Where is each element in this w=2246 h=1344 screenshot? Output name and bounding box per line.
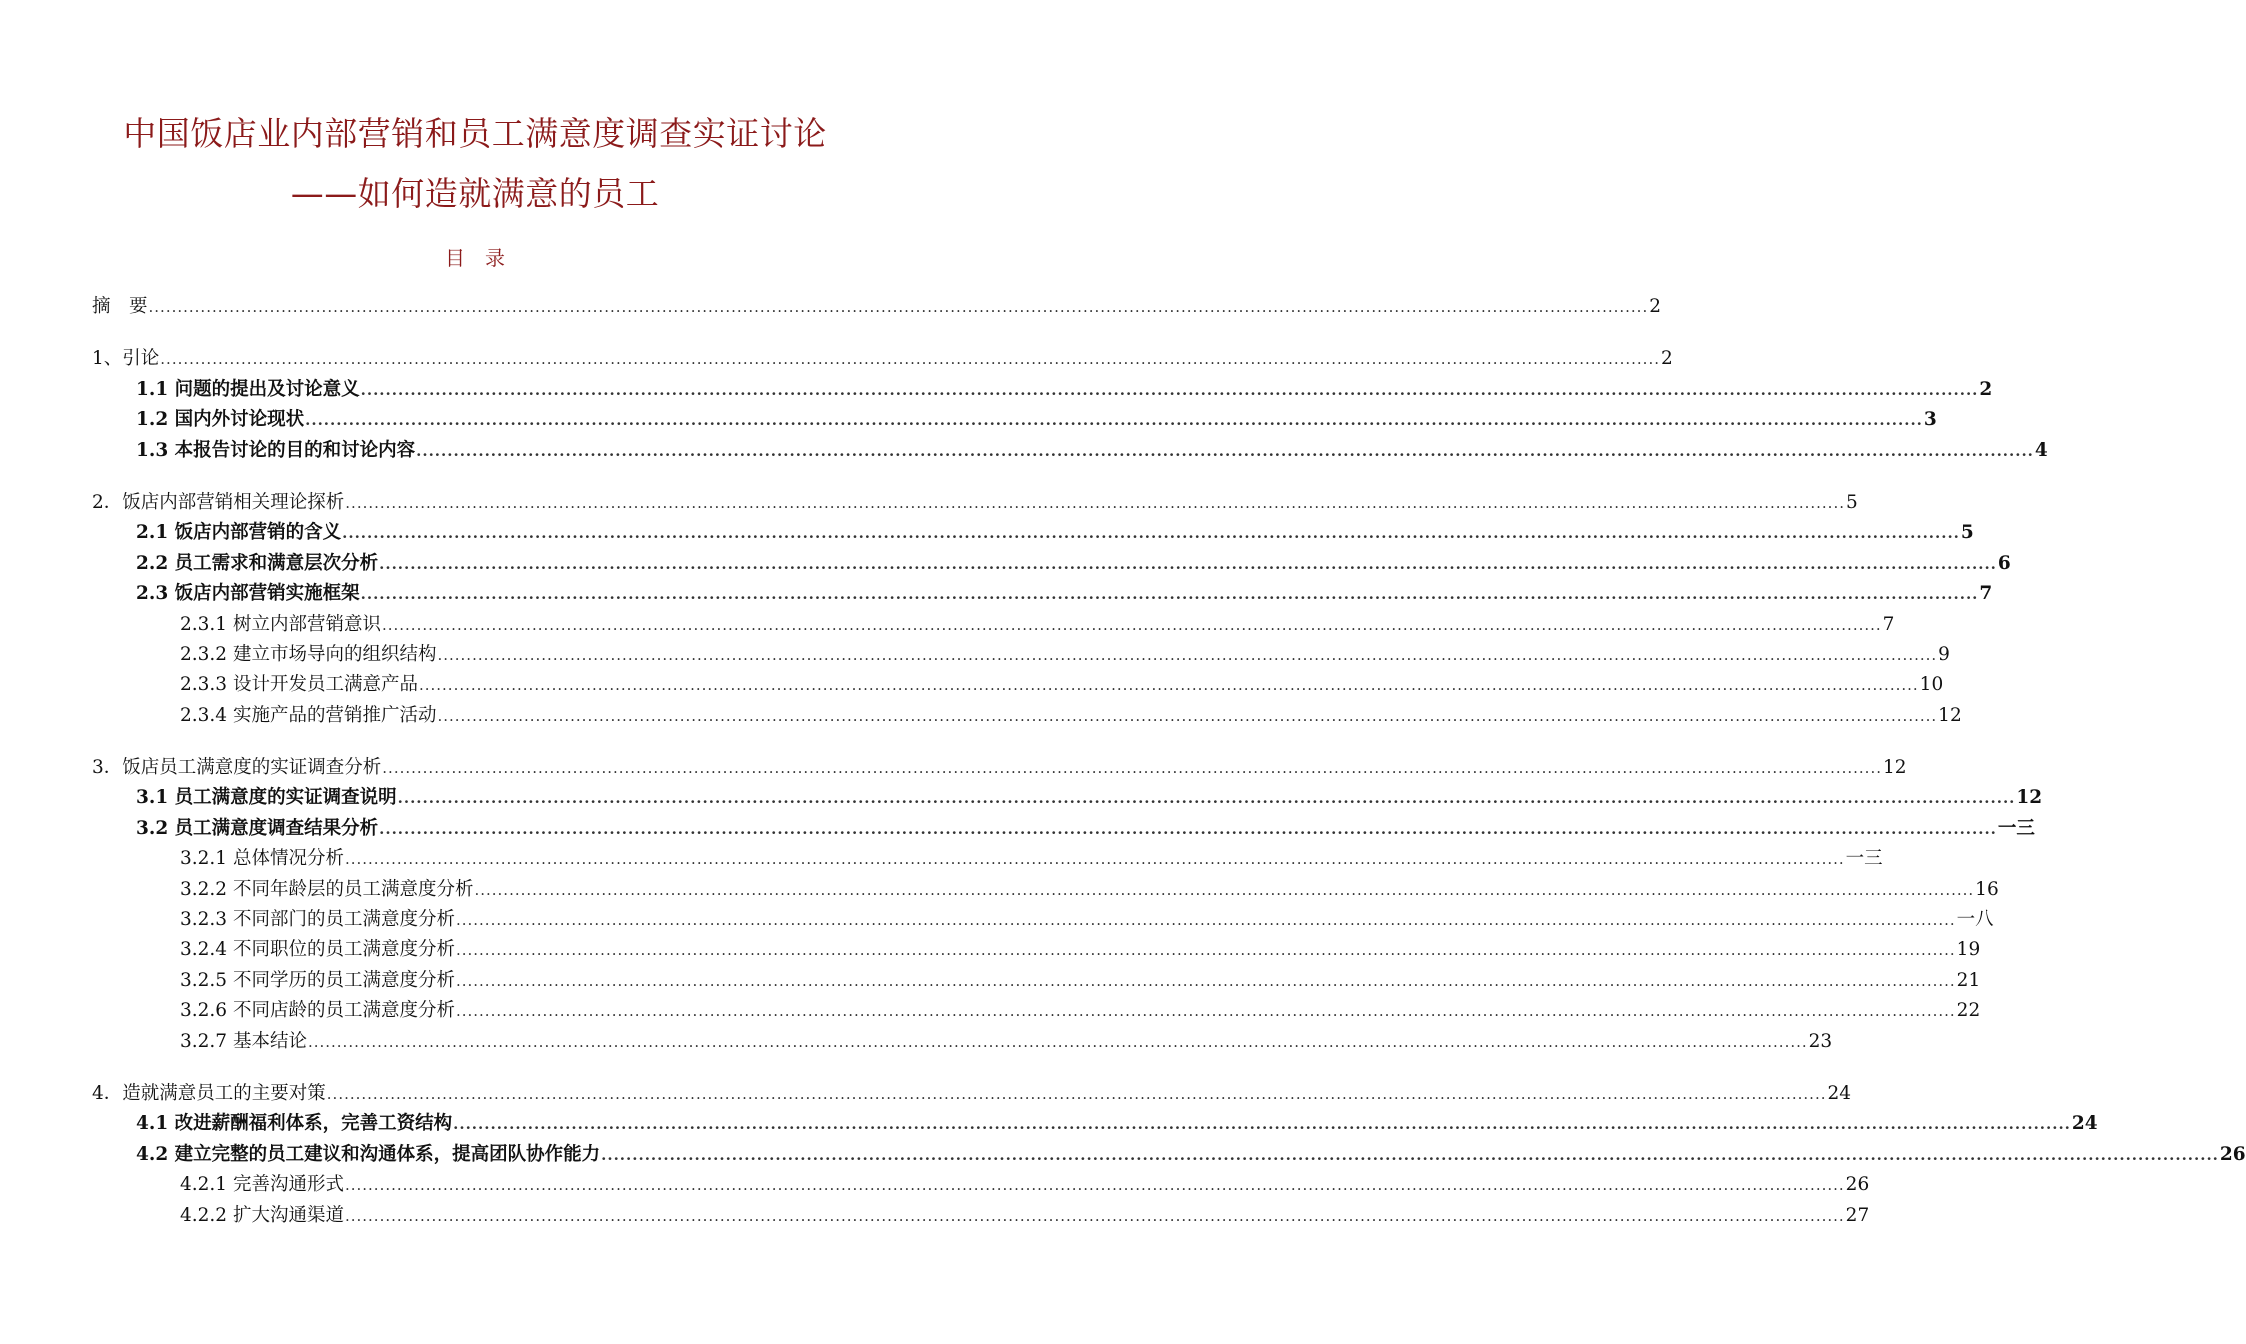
toc-entry[interactable] (92, 875, 1999, 905)
toc-entry-page: 9 (1938, 643, 1950, 665)
toc-entry[interactable] (92, 405, 1937, 435)
toc-entry[interactable] (92, 1079, 1852, 1109)
toc-entry-label: 1.2 国内外讨论现状 (136, 409, 305, 431)
toc-entry[interactable] (92, 935, 1981, 965)
toc-entry[interactable] (92, 436, 2048, 466)
toc-entry-label: 3.2.7 基本结论 (180, 1030, 307, 1052)
toc-entry-label: 1.1 问题的提出及讨论意义 (136, 378, 360, 400)
toc-entry-label: 2.2 员工需求和满意层次分析 (136, 552, 379, 574)
section-gap (92, 322, 858, 344)
toc-entry-label: 1.3 本报告讨论的目的和讨论内容 (136, 439, 416, 461)
document-title: 中国饭店业内部营销和员工满意度调查实证讨论 (123, 114, 827, 153)
toc-dot-leader: .................................................................................................................................................................................................................................................................... (344, 850, 1845, 869)
toc-entry-label: 3．饭店员工满意度的实证调查分析 (92, 757, 382, 779)
toc-entry[interactable] (92, 844, 1883, 874)
toc-dot-leader: .................................................................................................................................................................................................................................................................... (381, 615, 1882, 634)
toc-entry-page: 5 (1845, 491, 1858, 513)
toc-dot-leader: .................................................................................................................................................................................................................................................................... (455, 971, 1956, 990)
toc-entry-page: 12 (1882, 757, 1907, 779)
toc-dot-leader: .................................................................................................................................................................................................................................................................... (379, 819, 1997, 838)
toc-dot-leader: .................................................................................................................................................................................................................................................................... (437, 706, 1938, 725)
toc-entry[interactable] (92, 1201, 1870, 1231)
toc-entry-label: 4.2 建立完整的员工建议和沟通体系，提高团队协作能力 (136, 1143, 601, 1165)
toc-entry-label: 3.2.5 不同学历的员工满意度分析 (180, 969, 455, 991)
toc-entry-label: 3.2.3 不同部门的员工满意度分析 (180, 909, 455, 931)
toc-entry-page: 24 (2071, 1113, 2098, 1135)
toc-entry-page: 26 (2219, 1143, 2246, 1165)
toc-dot-leader: .................................................................................................................................................................................................................................................................... (360, 585, 1979, 604)
toc-dot-leader: .................................................................................................................................................................................................................................................................... (326, 1084, 1827, 1103)
toc-entry-label: 3.2.6 不同店龄的员工满意度分析 (180, 1000, 455, 1022)
toc-entry-page: 6 (1997, 552, 2011, 574)
toc-dot-leader: .................................................................................................................................................................................................................................................................... (418, 676, 1919, 695)
toc-entry-label: 2.3.2 建立市场导向的组织结构 (180, 643, 437, 665)
toc-entry[interactable] (92, 375, 1993, 405)
toc-entry-label: 3.2.1 总体情况分析 (180, 848, 344, 870)
toc-entry-page: 2 (1649, 296, 1661, 317)
section-gap (92, 1057, 858, 1079)
toc-dot-leader: .................................................................................................................................................................................................................................................................... (344, 1176, 1845, 1195)
toc-entry-page: 7 (1882, 613, 1895, 635)
toc-entry-page: 3 (1923, 409, 1937, 431)
toc-entry[interactable] (92, 814, 2035, 844)
toc-entry-label: 4.2.1 完善沟通形式 (180, 1174, 344, 1196)
toc-entry-label: 4.1 改进薪酬福利体系，完善工资结构 (136, 1113, 453, 1135)
toc-dot-leader: .................................................................................................................................................................................................................................................................... (474, 880, 1975, 899)
section-gap (92, 466, 858, 488)
toc-entry-label: 4.2.2 扩大沟通渠道 (180, 1204, 344, 1226)
toc-dot-leader: .................................................................................................................................................................................................................................................................... (455, 941, 1956, 960)
toc-entry[interactable] (92, 610, 1895, 640)
toc-dot-leader: .................................................................................................................................................................................................................................................................... (382, 759, 1882, 778)
toc-entry[interactable] (92, 640, 1950, 670)
toc-entry-page: 5 (1960, 522, 1974, 544)
toc-entry[interactable] (92, 549, 2011, 579)
toc-entry[interactable] (92, 579, 1993, 609)
toc-entry[interactable] (92, 488, 1858, 518)
toc-entry[interactable] (92, 670, 1944, 700)
toc-entry-label: 2.3.4 实施产品的营销推广活动 (180, 704, 437, 726)
toc-entry-label: 2.3.3 设计开发员工满意产品 (180, 674, 418, 696)
toc-entry[interactable] (92, 1140, 2246, 1170)
toc-dot-leader: .................................................................................................................................................................................................................................................................... (160, 350, 1660, 369)
toc-entry-label: 3.2 员工满意度调查结果分析 (136, 817, 379, 839)
toc-entry[interactable] (92, 1109, 2098, 1139)
toc-entry[interactable] (92, 996, 1981, 1026)
table-of-contents (92, 292, 2246, 1231)
toc-dot-leader: .................................................................................................................................................................................................................................................................... (344, 1206, 1845, 1225)
toc-entry-page: 26 (1845, 1174, 1870, 1196)
toc-entry-label: 2.3.1 树立内部营销意识 (180, 613, 381, 635)
toc-entry-label: 2.1 饭店内部营销的含义 (136, 522, 342, 544)
toc-entry[interactable] (92, 518, 1974, 548)
toc-dot-leader: .................................................................................................................................................................................................................................................................... (360, 380, 1979, 399)
toc-entry-page: 27 (1845, 1204, 1870, 1226)
toc-dot-leader: .................................................................................................................................................................................................................................................................... (437, 645, 1938, 664)
toc-entry-page: 2 (1979, 378, 1993, 400)
toc-dot-leader: .................................................................................................................................................................................................................................................................... (342, 524, 1960, 543)
toc-entry[interactable] (92, 292, 1661, 322)
toc-entry[interactable] (92, 905, 1994, 935)
toc-entry-label: 摘 要 (92, 296, 148, 317)
toc-dot-leader: .................................................................................................................................................................................................................................................................... (307, 1032, 1808, 1051)
toc-dot-leader: .................................................................................................................................................................................................................................................................... (305, 411, 1923, 430)
document-subtitle: ——如何造就满意的员工 (290, 174, 660, 213)
toc-entry-label: 3.1 员工满意度的实证调查说明 (136, 787, 397, 809)
toc-entry[interactable] (92, 966, 1981, 996)
toc-entry-label: 4．造就满意员工的主要对策 (92, 1082, 326, 1104)
toc-entry[interactable] (92, 1170, 1870, 1200)
toc-entry-page: 一八 (1956, 909, 1994, 931)
toc-entry-page: 10 (1919, 674, 1944, 696)
toc-dot-leader: .................................................................................................................................................................................................................................................................... (397, 789, 2016, 808)
toc-entry-label: 2.3 饭店内部营销实施框架 (136, 583, 360, 605)
toc-dot-leader: .................................................................................................................................................................................................................................................................... (455, 1002, 1956, 1021)
toc-entry-page: 19 (1956, 939, 1981, 961)
toc-entry-page: 4 (2034, 439, 2048, 461)
toc-entry-page: 12 (2016, 787, 2043, 809)
toc-dot-leader: .................................................................................................................................................................................................................................................................... (455, 911, 1956, 930)
toc-entry[interactable] (92, 783, 2043, 813)
toc-entry-label: 3.2.2 不同年龄层的员工满意度分析 (180, 878, 474, 900)
toc-dot-leader: .................................................................................................................................................................................................................................................................... (601, 1145, 2219, 1164)
toc-entry-page: 21 (1956, 969, 1981, 991)
section-gap (92, 731, 858, 753)
toc-entry-label: 1、引论 (92, 348, 160, 370)
toc-dot-leader: .................................................................................................................................................................................................................................................................... (416, 441, 2034, 460)
toc-entry-page: 12 (1938, 704, 1962, 726)
toc-heading: 目 录 (445, 246, 505, 270)
toc-entry-page: 7 (1979, 583, 1993, 605)
toc-entry-page: 一三 (1997, 817, 2035, 839)
toc-dot-leader: .................................................................................................................................................................................................................................................................... (345, 493, 1845, 512)
toc-entry[interactable] (92, 753, 1907, 783)
toc-entry-page: 24 (1827, 1082, 1852, 1104)
toc-entry[interactable] (92, 701, 1962, 731)
toc-entry-page: 一三 (1845, 848, 1883, 870)
toc-entry-page: 23 (1808, 1030, 1833, 1052)
toc-dot-leader: .................................................................................................................................................................................................................................................................... (453, 1115, 2071, 1134)
toc-entry-page: 22 (1956, 1000, 1981, 1022)
toc-entry[interactable] (92, 1027, 1833, 1057)
toc-dot-leader: .................................................................................................................................................................................................................................................................... (379, 554, 1997, 573)
toc-dot-leader: .................................................................................................................................................................................................................................................................... (148, 298, 1649, 316)
toc-entry[interactable] (92, 344, 1673, 374)
toc-entry-page: 2 (1660, 348, 1673, 370)
toc-entry-label: 3.2.4 不同职位的员工满意度分析 (180, 939, 455, 961)
toc-entry-label: 2．饭店内部营销相关理论探析 (92, 491, 345, 513)
toc-entry-page: 16 (1975, 878, 1999, 900)
